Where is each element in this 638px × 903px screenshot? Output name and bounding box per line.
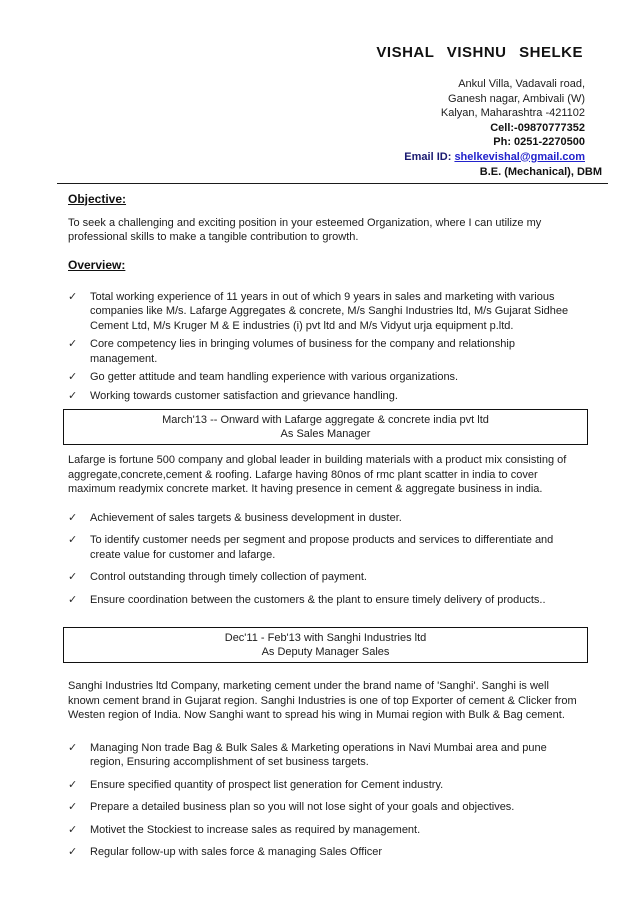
check-icon: ✓	[68, 571, 78, 583]
job-title-line: As Sales Manager	[280, 428, 371, 440]
check-icon: ✓	[68, 801, 78, 813]
check-icon: ✓	[68, 534, 78, 546]
check-icon: ✓	[68, 593, 78, 606]
job-period-box-sanghi	[63, 627, 588, 663]
header	[0, 45, 638, 184]
bullet-text: Regular follow-up with sales force & managing Sales Officer	[90, 846, 383, 858]
check-icon: ✓	[68, 290, 78, 303]
address-line-2: Ganesh nagar, Ambivali (W)	[448, 92, 585, 105]
bullet-text: To identify customer needs per segment and propose products and services to differentiate and create value for customer and lafarge.	[90, 534, 554, 561]
bullet-text: Working towards customer satisfaction and grievance handling.	[90, 389, 398, 402]
overview-bullet	[68, 370, 580, 385]
bullet-text: Control outstanding through timely collection of payment.	[90, 571, 367, 583]
job-period-box-lafarge	[63, 409, 588, 445]
job-title-line: As Deputy Manager Sales	[261, 646, 390, 658]
job-bullet	[68, 778, 580, 793]
job-bullet	[68, 845, 580, 860]
email-link[interactable]: shelkevishal@gmail.com	[454, 150, 585, 163]
job-bullet	[68, 570, 580, 585]
job-description-lafarge: Lafarge is fortune 500 company and global leader in building materials with a product mix consisting of aggregate,concrete,cement & roofing. Lafarge having 80nos of rmc plant scatter in india to cover maximum readymix concrete market. It having presence in cement & aggregate business in india.	[68, 454, 567, 495]
bullet-text: Go getter attitude and team handling experience with various organizations.	[90, 371, 459, 383]
bullet-text: Motivet the Stockiest to increase sales as required by management.	[90, 823, 421, 836]
phone-number: Ph: 0251-2270500	[493, 136, 585, 148]
check-icon: ✓	[68, 846, 78, 858]
job-bullet	[68, 823, 580, 838]
job-bullet	[68, 511, 580, 526]
job-bullet	[68, 741, 580, 770]
qualification-line: B.E. (Mechanical), DBM	[479, 166, 602, 178]
job-bullets-sanghi	[68, 741, 580, 860]
resume-body	[0, 184, 638, 860]
cell-number: Cell:-09870777352	[490, 121, 585, 134]
bullet-text: Ensure specified quantity of prospect list generation for Cement industry.	[90, 778, 444, 791]
overview-bullet	[68, 337, 580, 366]
check-icon: ✓	[68, 741, 78, 754]
job-bullet	[68, 533, 580, 562]
address-line-3: Kalyan, Maharashtra -421102	[440, 107, 585, 119]
job-bullet	[68, 800, 580, 815]
bullet-text: Prepare a detailed business plan so you will not lose sight of your goals and objectives.	[90, 801, 515, 813]
email-label: Email ID:	[404, 150, 452, 163]
check-icon: ✓	[68, 823, 78, 836]
overview-bullet	[68, 290, 580, 334]
overview-bullet	[68, 389, 580, 404]
bullet-text: Managing Non trade Bag & Bulk Sales & Marketing operations in Navi Mumbai area and pune region, Ensuring accomplishment of set business targets.	[90, 741, 547, 768]
check-icon: ✓	[68, 778, 78, 791]
check-icon: ✓	[68, 511, 78, 524]
objective-heading: Objective:	[68, 191, 127, 206]
candidate-name: VISHAL VISHNU SHELKE	[376, 44, 583, 61]
email-line	[0, 150, 585, 165]
job-period-line: March'13 -- Onward with Lafarge aggregate & concrete india pvt ltd	[162, 414, 489, 426]
bullet-text: Total working experience of 11 years in out of which 9 years in sales and marketing with various companies like M/s. Lafarge Aggregates & concrete, M/s Sanghi Industries ltd, M/s Gujarat Sidhee Cement Ltd, M/s Kruger M & E industries (i) pvt ltd and M/s Vidyut urja equipment p.ltd.	[90, 290, 569, 332]
check-icon: ✓	[68, 389, 78, 402]
bullet-text: Ensure coordination between the customers & the plant to ensure timely delivery of products..	[90, 593, 546, 606]
contact-block	[0, 77, 638, 164]
bullet-text: Core competency lies in bringing volumes of business for the company and relationship management.	[90, 338, 515, 365]
job-period-line: Dec'11 - Feb'13 with Sanghi Industries ltd	[224, 632, 427, 644]
job-bullets-lafarge	[68, 511, 580, 608]
overview-list	[68, 290, 580, 404]
bullet-text: Achievement of sales targets & business development in duster.	[90, 511, 402, 524]
job-description-sanghi: Sanghi Industries ltd Company, marketing cement under the brand name of 'Sanghi'. Sanghi is well known cement brand in Gujarat region. Sanghi Industries is one of top Exporter of cement & Clicker from Westen region of India. Now Sanghi want to spread his wing in Mumai region with Bulk & Bag cement.	[68, 680, 577, 721]
job-bullet	[68, 593, 580, 608]
check-icon: ✓	[68, 371, 78, 383]
check-icon: ✓	[68, 338, 78, 350]
address-line-1: Ankul Villa, Vadavali road,	[458, 78, 585, 90]
objective-text: To seek a challenging and exciting position in your esteemed Organization, where I can utilize my professional skills to make a tangible contribution to growth.	[68, 216, 542, 243]
overview-heading: Overview:	[68, 257, 126, 272]
